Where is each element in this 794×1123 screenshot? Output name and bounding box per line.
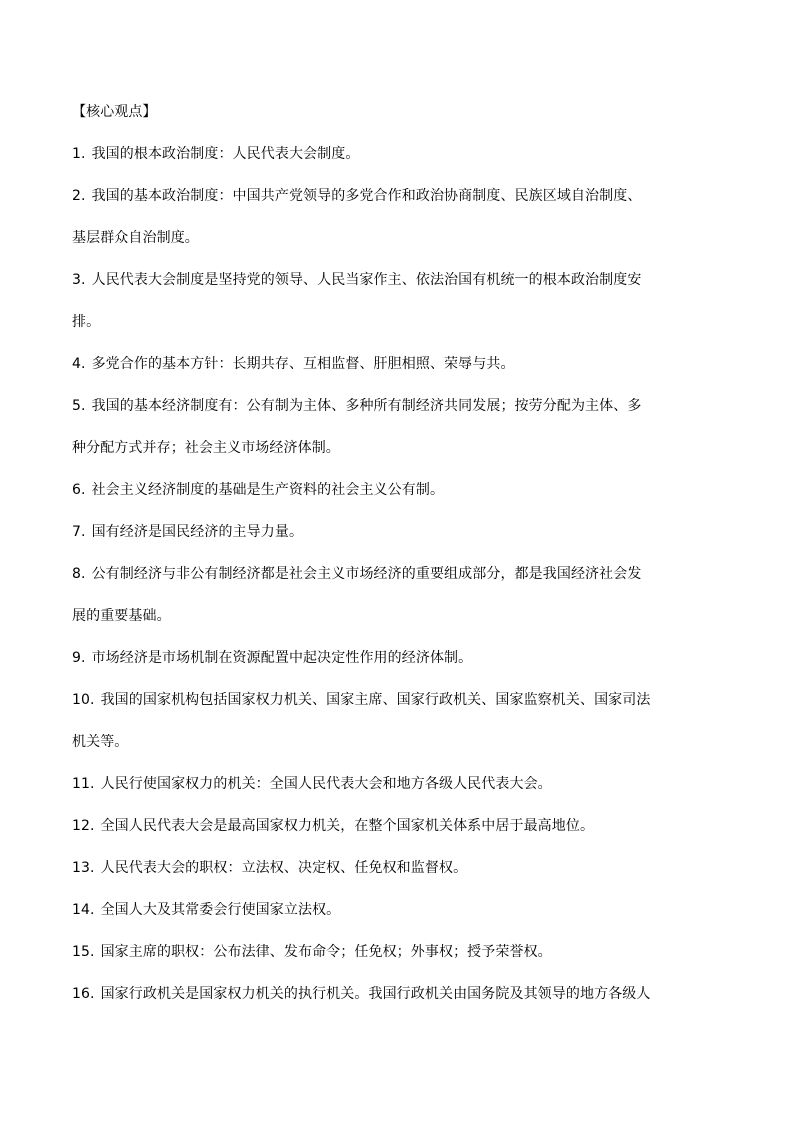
- item-text-continuation: 基层群众自治制度。: [72, 230, 199, 246]
- item-text: 人民行使国家权力的机关：全国人民代表大会和地方各级人民代表大会。: [100, 776, 552, 792]
- list-item-10: [72, 690, 724, 752]
- list-item-9: [72, 648, 724, 668]
- item-number: 9.: [72, 650, 86, 666]
- item-text: 人民代表大会制度是坚持党的领导、人民当家作主、依法治国有机统一的根本政治制度安: [91, 272, 642, 288]
- list-item-6: [72, 480, 724, 500]
- item-number: 5.: [72, 398, 86, 414]
- item-number: 16.: [72, 986, 95, 1002]
- item-number: 2.: [72, 188, 86, 204]
- list-item-3: [72, 270, 724, 332]
- item-text: 我国的基本经济制度有：公有制为主体、多种所有制经济共同发展；按劳分配为主体、多: [91, 398, 642, 414]
- item-text: 我国的基本政治制度：中国共产党领导的多党合作和政治协商制度、民族区域自治制度、: [91, 188, 642, 204]
- item-number: 6.: [72, 482, 86, 498]
- item-number: 3.: [72, 272, 86, 288]
- list-item-13: [72, 858, 724, 878]
- item-number: 1.: [72, 146, 86, 162]
- list-item-14: [72, 900, 724, 920]
- item-text: 国家行政机关是国家权力机关的执行机关。我国行政机关由国务院及其领导的地方各级人: [100, 986, 651, 1002]
- document-page: [72, 102, 724, 1026]
- item-number: 4.: [72, 356, 86, 372]
- item-text: 社会主义经济制度的基础是生产资料的社会主义公有制。: [91, 482, 445, 498]
- item-text: 人民代表大会的职权：立法权、决定权、任免权和监督权。: [100, 860, 468, 876]
- item-text-continuation: 种分配方式并存；社会主义市场经济体制。: [72, 440, 340, 456]
- list-item-8: [72, 564, 724, 626]
- section-heading: 【核心观点】: [72, 104, 157, 120]
- item-text: 全国人民代表大会是最高国家权力机关，在整个国家机关体系中居于最高地位。: [100, 818, 595, 834]
- item-text: 全国人大及其常委会行使国家立法权。: [100, 902, 341, 918]
- item-number: 12.: [72, 818, 95, 834]
- item-number: 7.: [72, 524, 86, 540]
- item-number: 10.: [72, 692, 95, 708]
- item-number: 14.: [72, 902, 95, 918]
- list-item-7: [72, 522, 724, 542]
- list-item-16: [72, 984, 724, 1004]
- item-text-continuation: 机关等。: [72, 734, 129, 750]
- item-text: 市场经济是市场机制在资源配置中起决定性作用的经济体制。: [91, 650, 473, 666]
- list-item-2: [72, 186, 724, 248]
- item-number: 15.: [72, 944, 95, 960]
- item-text: 国家主席的职权：公布法律、发布命令；任免权；外事权；授予荣誉权。: [100, 944, 552, 960]
- item-number: 13.: [72, 860, 95, 876]
- item-text: 多党合作的基本方针：长期共存、互相监督、肝胆相照、荣辱与共。: [91, 356, 515, 372]
- item-list: [72, 144, 724, 1004]
- item-text: 我国的根本政治制度：人民代表大会制度。: [91, 146, 360, 162]
- item-text-continuation: 排。: [72, 314, 101, 330]
- list-item-15: [72, 942, 724, 962]
- item-number: 8.: [72, 566, 86, 582]
- list-item-12: [72, 816, 724, 836]
- item-text: 我国的国家机构包括国家权力机关、国家主席、国家行政机关、国家监察机关、国家司法: [100, 692, 651, 708]
- list-item-1: [72, 144, 724, 164]
- list-item-5: [72, 396, 724, 458]
- item-number: 11.: [72, 776, 95, 792]
- item-text: 国有经济是国民经济的主导力量。: [91, 524, 304, 540]
- list-item-4: [72, 354, 724, 374]
- list-item-11: [72, 774, 724, 794]
- item-text: 公有制经济与非公有制经济都是社会主义市场经济的重要组成部分，都是我国经济社会发: [91, 566, 642, 582]
- item-text-continuation: 展的重要基础。: [72, 608, 171, 624]
